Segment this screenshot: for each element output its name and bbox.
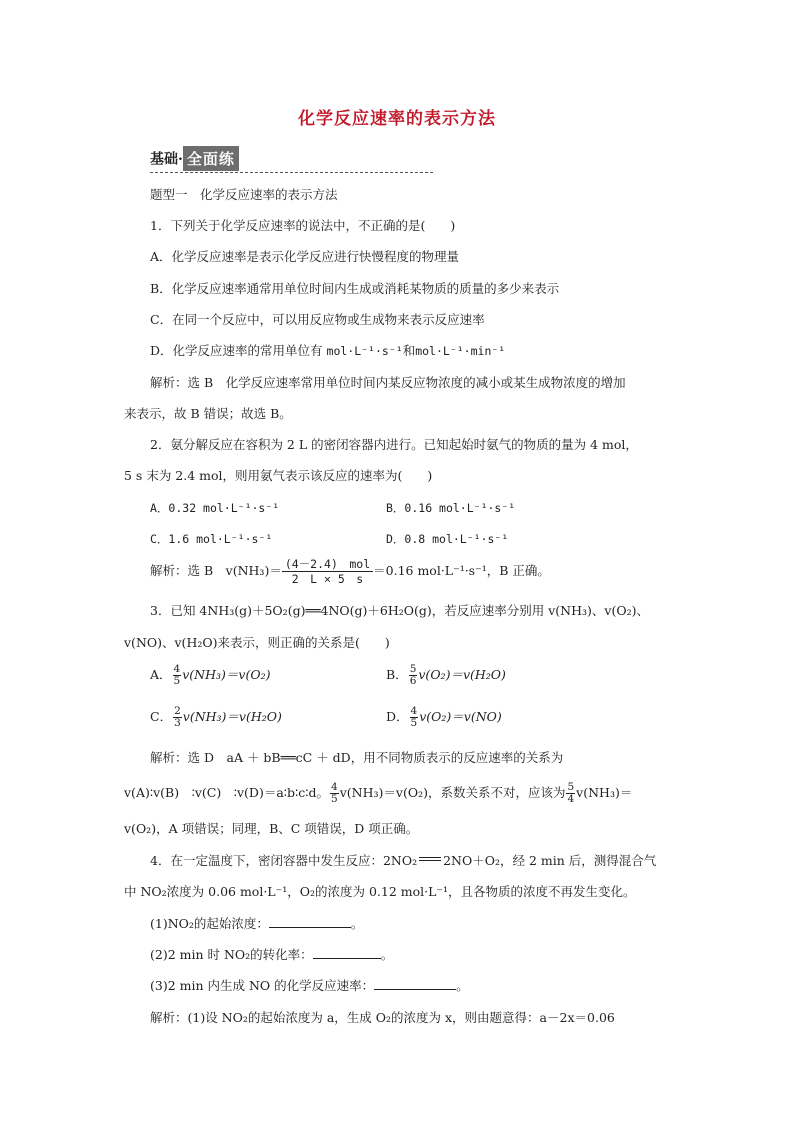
q3-solution-mid: v(NH₃)＝v(O₂)，系数关系不对，应该为	[339, 785, 566, 800]
q1-option-d	[150, 342, 505, 360]
q1-option-a: A．化学反应速率是表示化学反应进行快慢程度的物理量	[150, 249, 460, 264]
q3-option-b-expr: v(O₂)＝v(H₂O)	[418, 667, 506, 682]
q4-stem-line1	[150, 852, 656, 870]
q1-option-d-unit1: mol·L⁻¹·s⁻¹	[326, 344, 403, 358]
q4-part3-label: (3)2 min 内生成 NO 的化学反应速率：	[150, 978, 375, 993]
page-title: 化学反应速率的表示方法	[298, 109, 496, 129]
q1-option-d-and: 和	[402, 343, 416, 358]
section-prefix: 基础·	[150, 151, 183, 168]
q3-solution-post: v(NH₃)＝	[576, 785, 633, 800]
q3-solution-line3: v(O₂)，A 项错误；同理，B、C 项错误，D 项正确。	[124, 821, 419, 836]
q1-option-c: C．在同一个反应中，可以用反应物或生成物来表示反应速率	[150, 312, 485, 327]
q3-solution-ratio: v(A)∶v(B) ∶v(C) ∶v(D)＝a∶b∶c∶d。	[124, 785, 330, 800]
q3-option-a-label: A．	[150, 667, 172, 682]
q2-stem-line2: 5 s 末为 2.4 mol，则用氨气表示该反应的速率为( )	[124, 468, 433, 483]
q3-b-den: 6	[409, 675, 417, 687]
q1-option-b: B．化学反应速率通常用单位时间内生成或消耗某物质的质量的多少来表示	[150, 281, 560, 296]
q3-option-c-fraction	[173, 706, 182, 729]
q2-solution-pre: 解析：选 B v(NH₃)＝	[150, 563, 282, 578]
q3-solution-line2	[124, 782, 632, 805]
q4-part3-end: 。	[456, 978, 469, 993]
q2-option-d: D．0.8 mol·L⁻¹·s⁻¹	[386, 532, 509, 546]
q4-part2-blank	[313, 946, 381, 959]
q4-part3-blank	[374, 977, 456, 990]
q3-option-a	[150, 664, 270, 687]
q3-option-a-fraction	[173, 664, 182, 687]
equilibrium-sign-icon	[419, 857, 441, 861]
q2-option-a: A．0.32 mol·L⁻¹·s⁻¹	[150, 501, 280, 515]
q3-d-den: 5	[410, 717, 418, 729]
q3-option-b	[386, 664, 506, 687]
q2-stem-line1: 2．氨分解反应在容积为 2 L 的密闭容器内进行。已知起始时氨气的物质的量为 4 mol，	[150, 437, 638, 452]
q3-option-a-expr: v(NH₃)＝v(O₂)	[182, 667, 271, 682]
q3-stem-line1: 3．已知 4NH₃(g)＋5O₂(g)══4NO(g)＋6H₂O(g)，若反应速率分别用 v(NH₃)、v(O₂)、	[150, 603, 649, 618]
q4-part1-label: (1)NO₂的起始浓度：	[150, 916, 269, 931]
q4-stem-line2: 中 NO₂浓度为 0.06 mol·L⁻¹，O₂的浓度为 0.12 mol·L⁻¹，且各物质的浓度不再发生变化。	[124, 884, 636, 899]
q3-solution-fraction2	[566, 782, 575, 805]
q3-option-c	[150, 706, 282, 729]
q3-option-b-label: B．	[386, 667, 408, 682]
q4-part1	[150, 915, 363, 933]
q3-option-c-label: C．	[150, 709, 173, 724]
q3-c-den: 3	[174, 717, 181, 729]
q4-part3	[150, 977, 469, 995]
q3-option-d-label: D．	[386, 709, 409, 724]
question-type-heading: 题型一 化学反应速率的表示方法	[150, 187, 338, 202]
q3-solution-line1: 解析：选 D aA ＋ bB══cC ＋ dD，用不同物质表示的反应速率的关系为	[150, 750, 564, 765]
section-badge: 全面练	[183, 146, 239, 171]
q3-sol-den1: 5	[331, 793, 338, 805]
q3-sol-num2: 5	[567, 781, 575, 793]
q3-a-num: 4	[173, 663, 181, 675]
q3-a-den: 5	[173, 675, 181, 687]
q3-option-b-fraction	[409, 664, 418, 687]
q2-solution	[150, 557, 550, 586]
q1-solution-line2: 来表示，故 B 错误；故选 B。	[124, 406, 292, 421]
q1-stem: 1．下列关于化学反应速率的说法中，不正确的是( )	[150, 218, 456, 233]
q4-stem-pre: 4．在一定温度下，密闭容器中发生反应：2NO₂	[150, 853, 418, 868]
q2-solution-fraction	[282, 557, 373, 586]
q1-option-d-text: D．化学反应速率的常用单位有	[150, 343, 323, 358]
section-header	[150, 146, 239, 172]
q2-option-c: C．1.6 mol·L⁻¹·s⁻¹	[150, 532, 273, 546]
q3-option-d	[386, 706, 502, 729]
q3-sol-num1: 4	[331, 781, 338, 793]
q4-part2-label: (2)2 min 时 NO₂的转化率：	[150, 947, 313, 962]
q3-sol-den2: 4	[567, 793, 575, 805]
q2-fraction-numerator: (4－2.4) mol	[282, 557, 373, 572]
q2-option-b: B．0.16 mol·L⁻¹·s⁻¹	[386, 501, 516, 515]
q3-b-num: 5	[409, 663, 417, 675]
q4-part2	[150, 946, 393, 964]
q1-solution-line1: 解析：选 B 化学反应速率常用单位时间内某反应物浓度的减小或某生成物浓度的增加	[150, 375, 626, 390]
q2-fraction-denominator: 2 L × 5 s	[291, 572, 364, 586]
q2-solution-post: ＝0.16 mol·L⁻¹·s⁻¹，B 正确。	[373, 563, 550, 578]
q3-c-num: 2	[174, 705, 181, 717]
q3-option-d-expr: v(O₂)＝v(NO)	[419, 709, 502, 724]
q3-d-num: 4	[410, 705, 418, 717]
q4-part1-blank	[269, 915, 351, 928]
q4-solution: 解析：(1)设 NO₂的起始浓度为 a，生成 O₂的浓度为 x，则由题意得：a－2x＝0.06	[150, 1010, 615, 1025]
q3-option-d-fraction	[410, 706, 419, 729]
q1-option-d-unit2: mol·L⁻¹·min⁻¹	[415, 344, 506, 358]
q4-part1-end: 。	[350, 916, 364, 931]
q3-stem-line2: v(NO)、v(H₂O)来表示，则正确的关系是( )	[124, 635, 390, 650]
q3-solution-fraction1	[330, 782, 339, 805]
q4-part2-end: 。	[380, 947, 394, 962]
q3-option-c-expr: v(NH₃)＝v(H₂O)	[182, 709, 282, 724]
q4-stem-post: 2NO＋O₂，经 2 min 后，测得混合气	[443, 853, 657, 868]
section-divider	[150, 172, 433, 173]
